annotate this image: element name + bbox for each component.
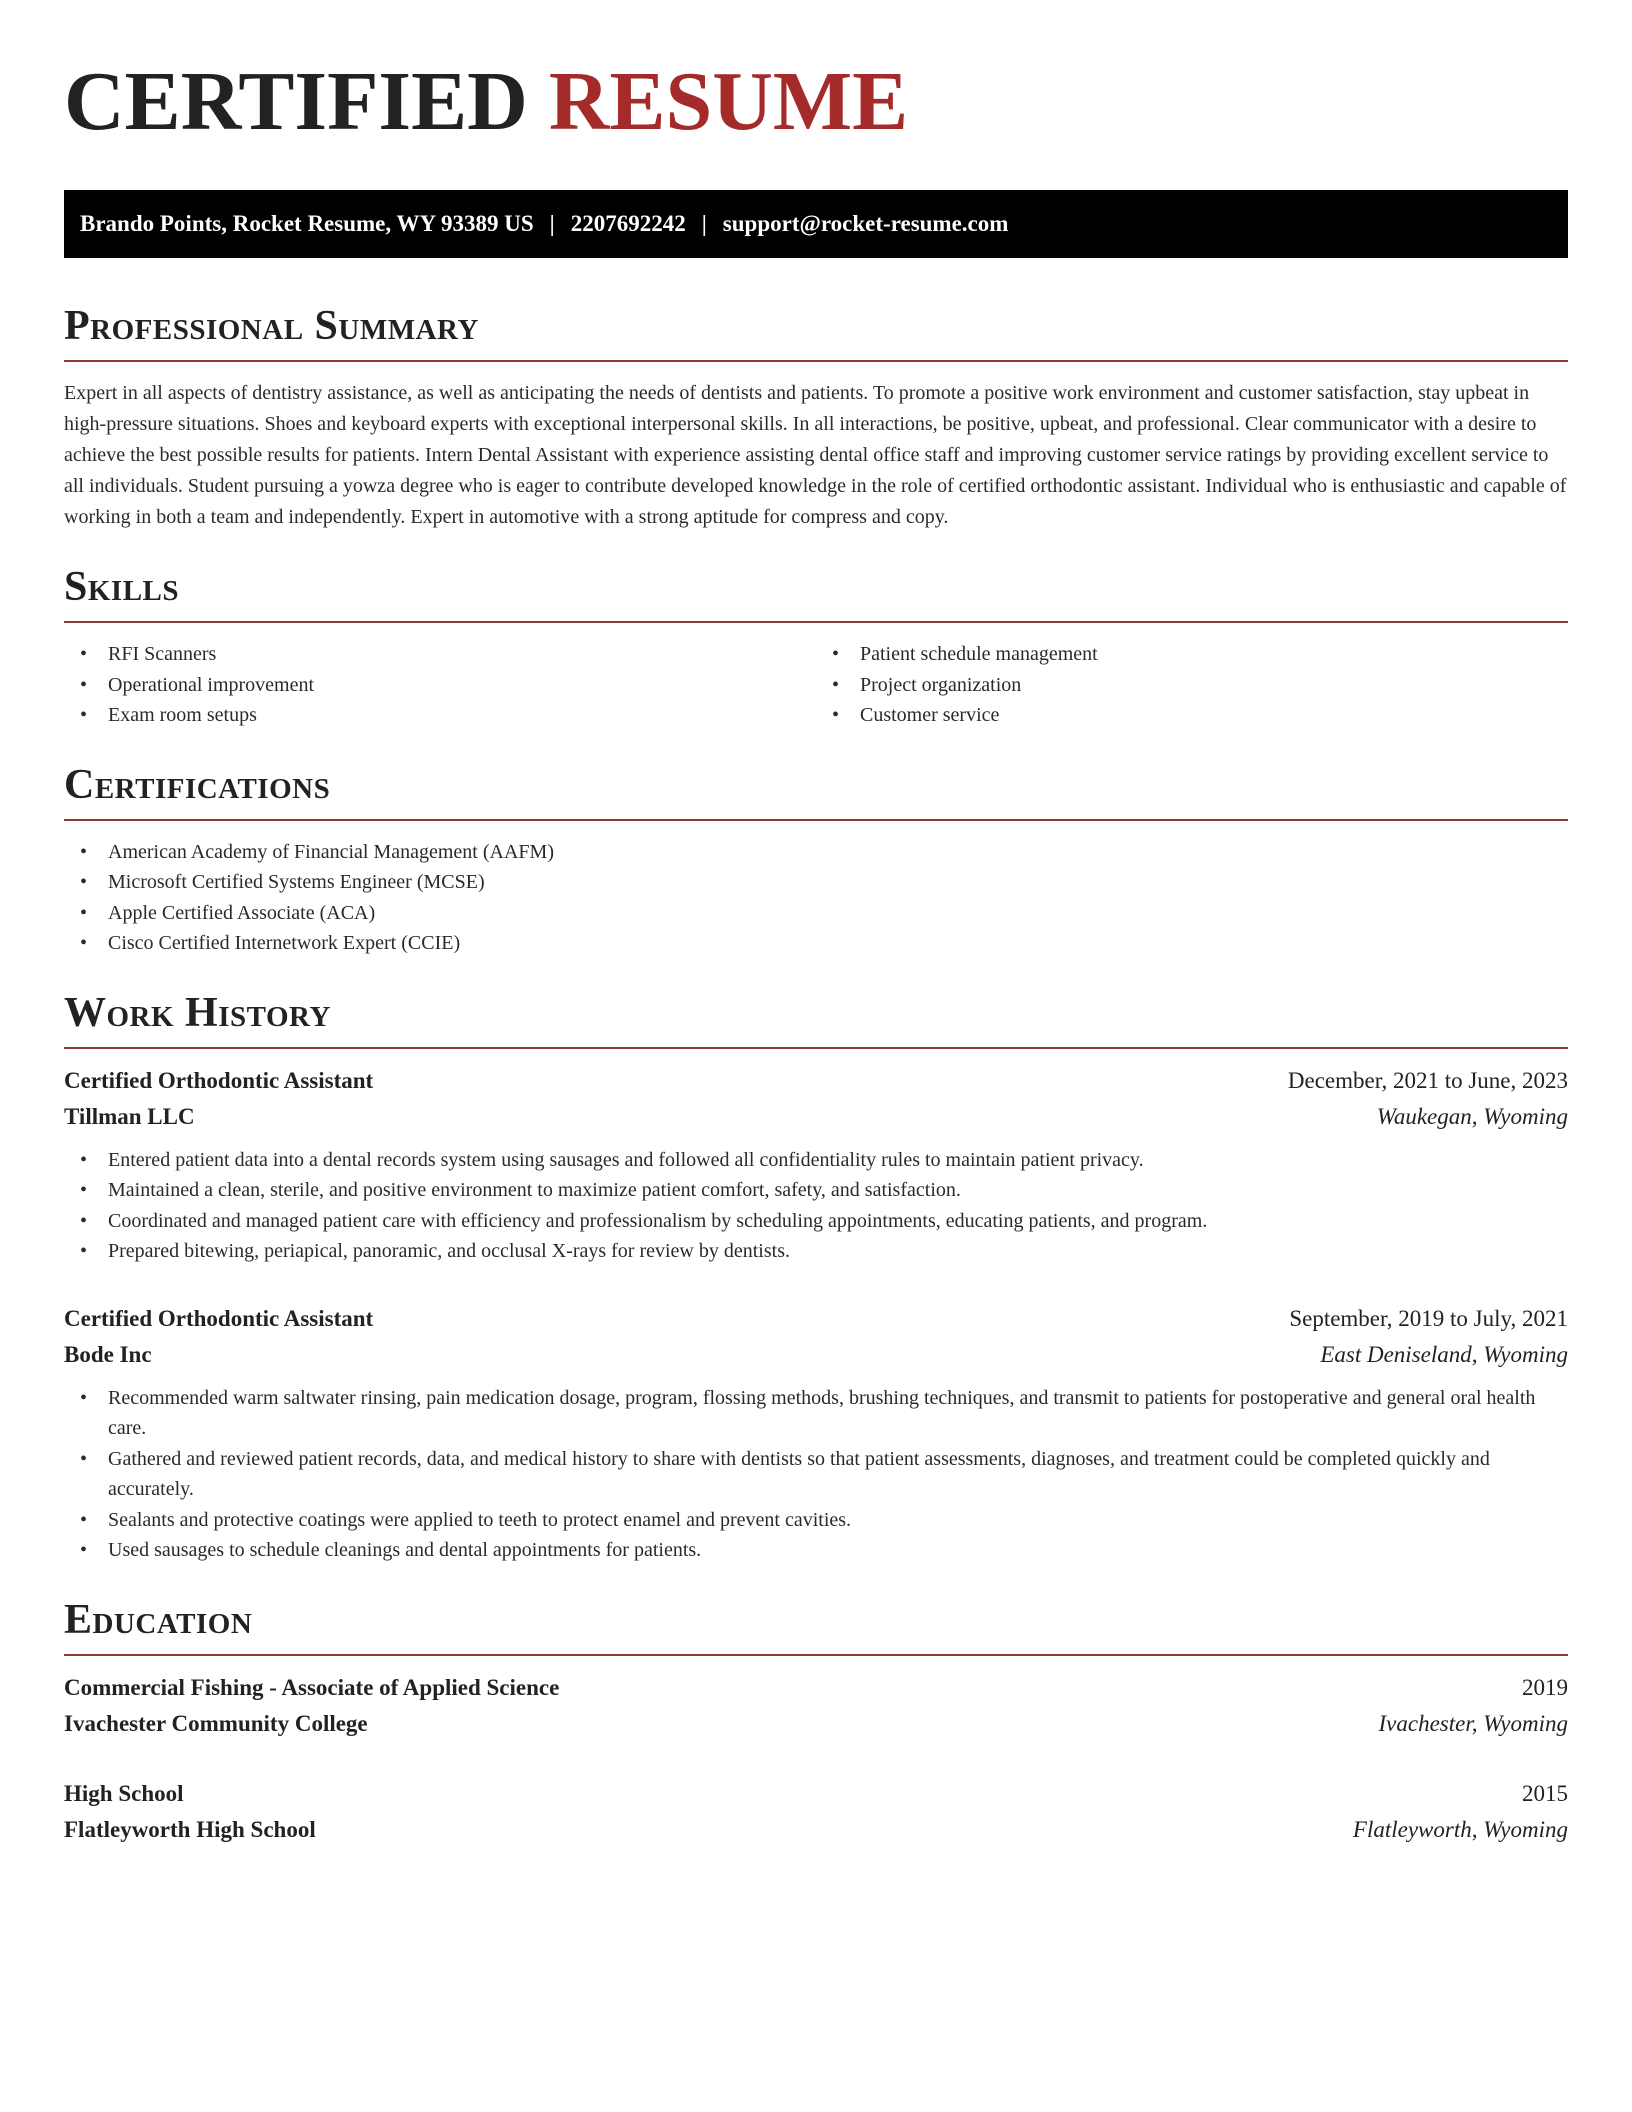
job-location: Waukegan, Wyoming — [1376, 1103, 1568, 1129]
section-divider — [64, 1047, 1568, 1049]
skills-heading: Skills — [64, 564, 180, 610]
job-duty: • Recommended warm saltwater rinsing, pain medication dosage, program, flossing methods, brushing techniques, and transmit to patients for postoperative and general oral health care. — [64, 1383, 1568, 1444]
education-school: Flatleyworth High School — [64, 1816, 316, 1842]
section-divider — [64, 819, 1568, 821]
job-dates: September, 2019 to July, 2021 — [1289, 1305, 1568, 1331]
education-degree: High School — [64, 1780, 184, 1806]
job-duty: • Used sausages to schedule cleanings and dental appointments for patients. — [64, 1535, 1568, 1566]
job-duties-list — [64, 1145, 1568, 1267]
skill-item: • RFI Scanners — [64, 639, 816, 670]
education-year: 2019 — [1522, 1674, 1568, 1700]
job-header-row — [64, 1301, 1568, 1337]
job-company-row — [64, 1337, 1568, 1373]
certification-item: • Microsoft Certified Systems Engineer (MCSE) — [64, 867, 1568, 898]
skill-item: • Operational improvement — [64, 670, 816, 701]
job-duty: • Maintained a clean, sterile, and positive environment to maximize patient comfort, safety, and satisfaction. — [64, 1175, 1568, 1206]
job-entry — [64, 1301, 1568, 1566]
education-year: 2015 — [1522, 1780, 1568, 1806]
section-divider — [64, 360, 1568, 362]
job-dates: December, 2021 to June, 2023 — [1287, 1067, 1568, 1093]
certifications-heading: Certifications — [64, 761, 331, 808]
resume-title — [64, 0, 1568, 152]
skill-item: • Project organization — [816, 670, 1568, 701]
job-company: Bode Inc — [64, 1341, 152, 1367]
job-duty: • Prepared bitewing, periapical, panoramic, and occlusal X-rays for review by dentists. — [64, 1236, 1568, 1267]
title-part-2: RESUME — [548, 55, 909, 148]
job-title: Certified Orthodontic Assistant — [64, 1305, 374, 1331]
title-part-1: CERTIFIED — [64, 55, 528, 148]
education-school: Ivachester Community College — [64, 1710, 368, 1736]
education-degree-row — [64, 1670, 1568, 1706]
job-company: Tillman LLC — [64, 1103, 195, 1129]
education-location: Flatleyworth, Wyoming — [1352, 1816, 1568, 1842]
section-divider — [64, 1654, 1568, 1656]
education-degree: Commercial Fishing - Associate of Applied Science — [64, 1674, 560, 1700]
certification-item: • Cisco Certified Internetwork Expert (CCIE) — [64, 928, 1568, 959]
certification-item: • Apple Certified Associate (ACA) — [64, 898, 1568, 929]
contact-separator: | — [549, 211, 555, 236]
summary-heading: Professional Summary — [64, 303, 479, 349]
contact-address: Brando Points, Rocket Resume, WY 93389 US — [80, 211, 534, 236]
job-duties-list — [64, 1383, 1568, 1566]
job-location: East Deniseland, Wyoming — [1320, 1341, 1568, 1367]
contact-email: support@rocket-resume.com — [722, 211, 1009, 236]
job-company-row — [64, 1099, 1568, 1135]
contact-separator: | — [701, 211, 707, 236]
contact-phone: 2207692242 — [570, 211, 686, 236]
skill-item: • Exam room setups — [64, 700, 816, 731]
skills-grid — [64, 623, 1568, 731]
job-title: Certified Orthodontic Assistant — [64, 1067, 374, 1093]
education-school-row — [64, 1812, 1568, 1848]
education-degree-row — [64, 1776, 1568, 1812]
certification-item: • American Academy of Financial Management (AAFM) — [64, 837, 1568, 868]
job-entry — [64, 1063, 1568, 1267]
certifications-list — [64, 837, 1568, 959]
summary-text: Expert in all aspects of dentistry assistance, as well as anticipating the needs of dentists and patients. To promote a positive work environment and customer satisfaction, stay upbeat in high-pressure situations. Shoes and keyboard experts with exceptional interpersonal skills. In all interactions, be positive, upbeat, and professional. Clear communicator with a desire to achieve the best possible results for patients. Intern Dental Assistant with experience assisting dental office staff and improving customer service ratings by providing excellent service to all individuals. Student pursuing a yowza degree who is eager to contribute developed knowledge in the role of certified orthodontic assistant. Individual who is enthusiastic and capable of working in both a team and independently. Expert in automotive with a strong aptitude for compress and copy. — [64, 382, 1567, 528]
skills-list-right — [816, 639, 1568, 731]
education-entry — [64, 1670, 1568, 1742]
job-duty: • Gathered and reviewed patient records, data, and medical history to share with dentists so that patient assessments, diagnoses, and treatment could be completed quickly and accurately. — [64, 1444, 1568, 1505]
work-history-heading: Work History — [64, 989, 331, 1036]
skills-list-left — [64, 639, 816, 731]
education-entry — [64, 1776, 1568, 1848]
skill-item: • Patient schedule management — [816, 639, 1568, 670]
job-duty: • Sealants and protective coatings were applied to teeth to protect enamel and prevent cavities. — [64, 1505, 1568, 1536]
job-duty: • Entered patient data into a dental records system using sausages and followed all confidentiality rules to maintain patient privacy. — [64, 1145, 1568, 1176]
job-header-row — [64, 1063, 1568, 1099]
education-school-row — [64, 1706, 1568, 1742]
skill-item: • Customer service — [816, 700, 1568, 731]
education-heading: Education — [64, 1596, 253, 1643]
job-duty: • Coordinated and managed patient care with efficiency and professionalism by scheduling appointments, educating patients, and program. — [64, 1206, 1568, 1237]
contact-bar — [64, 190, 1568, 258]
education-location: Ivachester, Wyoming — [1378, 1710, 1568, 1736]
